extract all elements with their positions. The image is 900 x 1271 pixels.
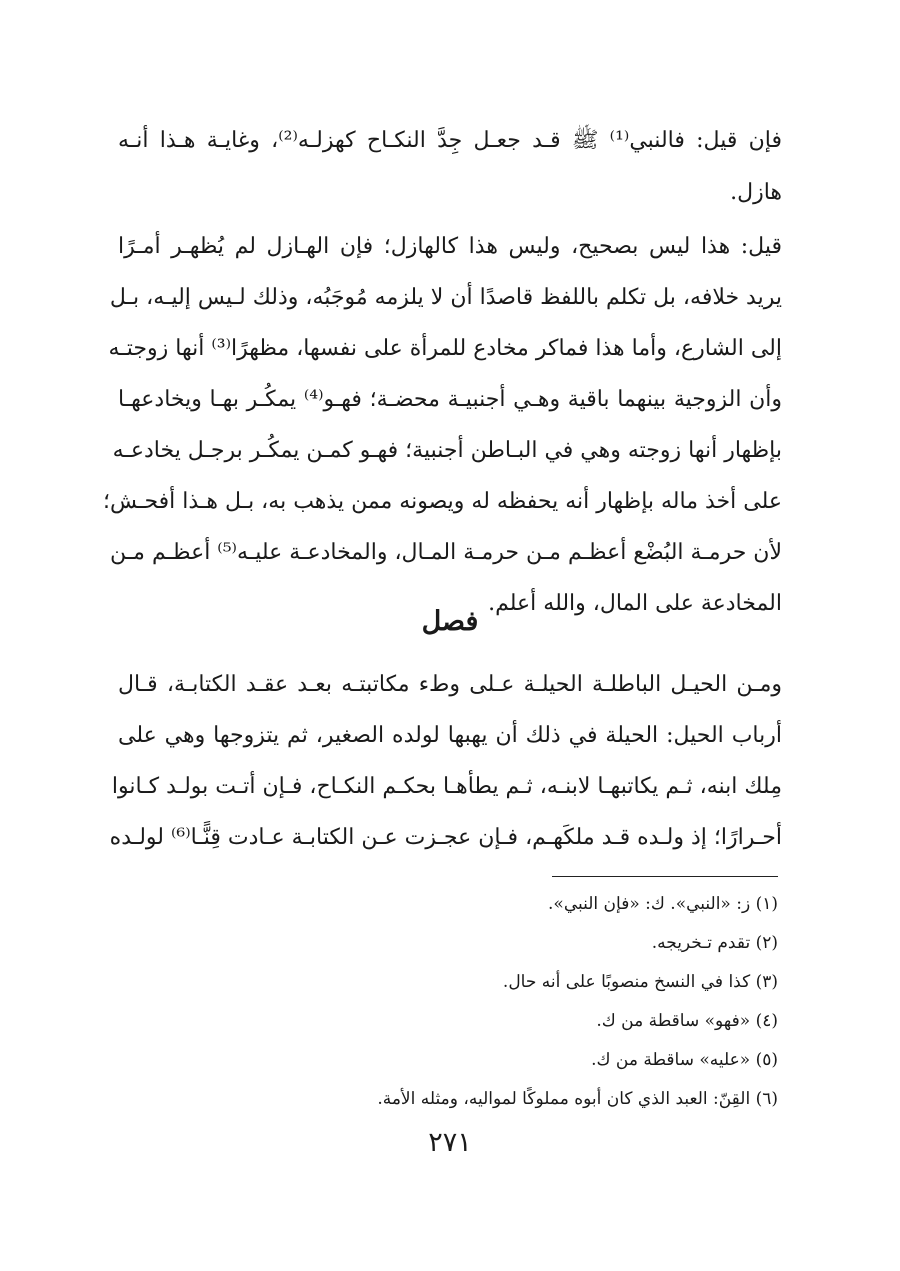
text-line: قيل: هذا ليس بصحيح، وليس هذا كالهازل؛ فإن الهـازل لم يُظهـر أمـرًا	[118, 234, 782, 259]
text-line: أحـرارًا؛ إذ ولـده قـد ملكَهـم، فـإن عجـزت عـن الكتابـة عـادت قِنًّـا⁽⁶⁾ لولـده	[109, 825, 782, 850]
section-heading: فصل	[421, 606, 479, 637]
footnote-item: (٢) تقدم تـخريجه.	[651, 933, 778, 953]
text-line: مِلك ابنه، ثـم يكاتبهـا لابنـه، ثـم يطأهـا بحكـم النكـاح، فـإن أتـت بولـد كـانوا	[111, 774, 782, 799]
text-line: إلى الشارع، وأما هذا فماكر مخادع للمرأة على نفسها، مظهرًا⁽³⁾ أنها زوجتـه	[108, 336, 782, 361]
footnote-item: (٦) القِنّ: العبد الذي كان أبوه مملوكًا لمواليه، ومثله الأمة.	[377, 1089, 778, 1109]
paragraph-objection	[118, 130, 782, 204]
text-line: هازل.	[730, 180, 782, 205]
footnote-separator	[552, 876, 778, 877]
footnote-item: (٥) «عليه» ساقطة من ك.	[591, 1050, 778, 1070]
text-line: يريد خلافه، بل تكلم باللفظ قاصدًا أن لا يلزمه مُوجَبُه، وذلك لـيس إليـه، بـل	[109, 285, 782, 310]
footnote-item: (١) ز: «النبي». ك: «فإن النبي».	[548, 894, 778, 914]
footnote-item: (٣) كذا في النسخ منصوبًا على أنه حال.	[502, 972, 778, 992]
text-line: أرباب الحيل: الحيلة في ذلك أن يهبها لولده الصغير، ثم يتزوجها وهي على	[118, 723, 782, 748]
text-line: لأن حرمـة البُضْع أعظـم مـن حرمـة المـال، والمخادعـة عليـه⁽⁵⁾ أعظـم مـن	[109, 540, 782, 565]
text-line: ومـن الحيـل الباطلـة الحيلـة عـلى وطء مكاتبتـه بعـد عقـد الكتابـة، قـال	[118, 672, 782, 697]
page-number: ٢٧١	[428, 1127, 472, 1158]
text-line: على أخذ ماله بإظهار أنه يحفظه له ويصونه ممن يذهب به، بـل هـذا أفحـش؛	[102, 489, 782, 514]
paragraph-reply	[102, 234, 782, 616]
footnotes	[118, 896, 778, 1130]
paragraph-section	[109, 672, 782, 850]
text-line: بإظهار أنها زوجته وهي في البـاطن أجنبية؛ فهـو كمـن يمكُـر برجـل يخادعـه	[112, 438, 782, 463]
text-line: فإن قيل: فالنبي⁽¹⁾ ﷺ قـد جعـل جِدَّ النكـاح كهزلـه⁽²⁾، وغايـة هـذا أنـه	[118, 128, 782, 153]
text-line: المخادعة على المال، والله أعلم.	[488, 591, 782, 616]
footnote-item: (٤) «فهو» ساقطة من ك.	[596, 1011, 778, 1031]
text-line: وأن الزوجية بينهما باقية وهـي أجنبيـة محضـة؛ فهـو⁽⁴⁾ يمكُـر بهـا ويخادعهـا	[118, 387, 782, 412]
